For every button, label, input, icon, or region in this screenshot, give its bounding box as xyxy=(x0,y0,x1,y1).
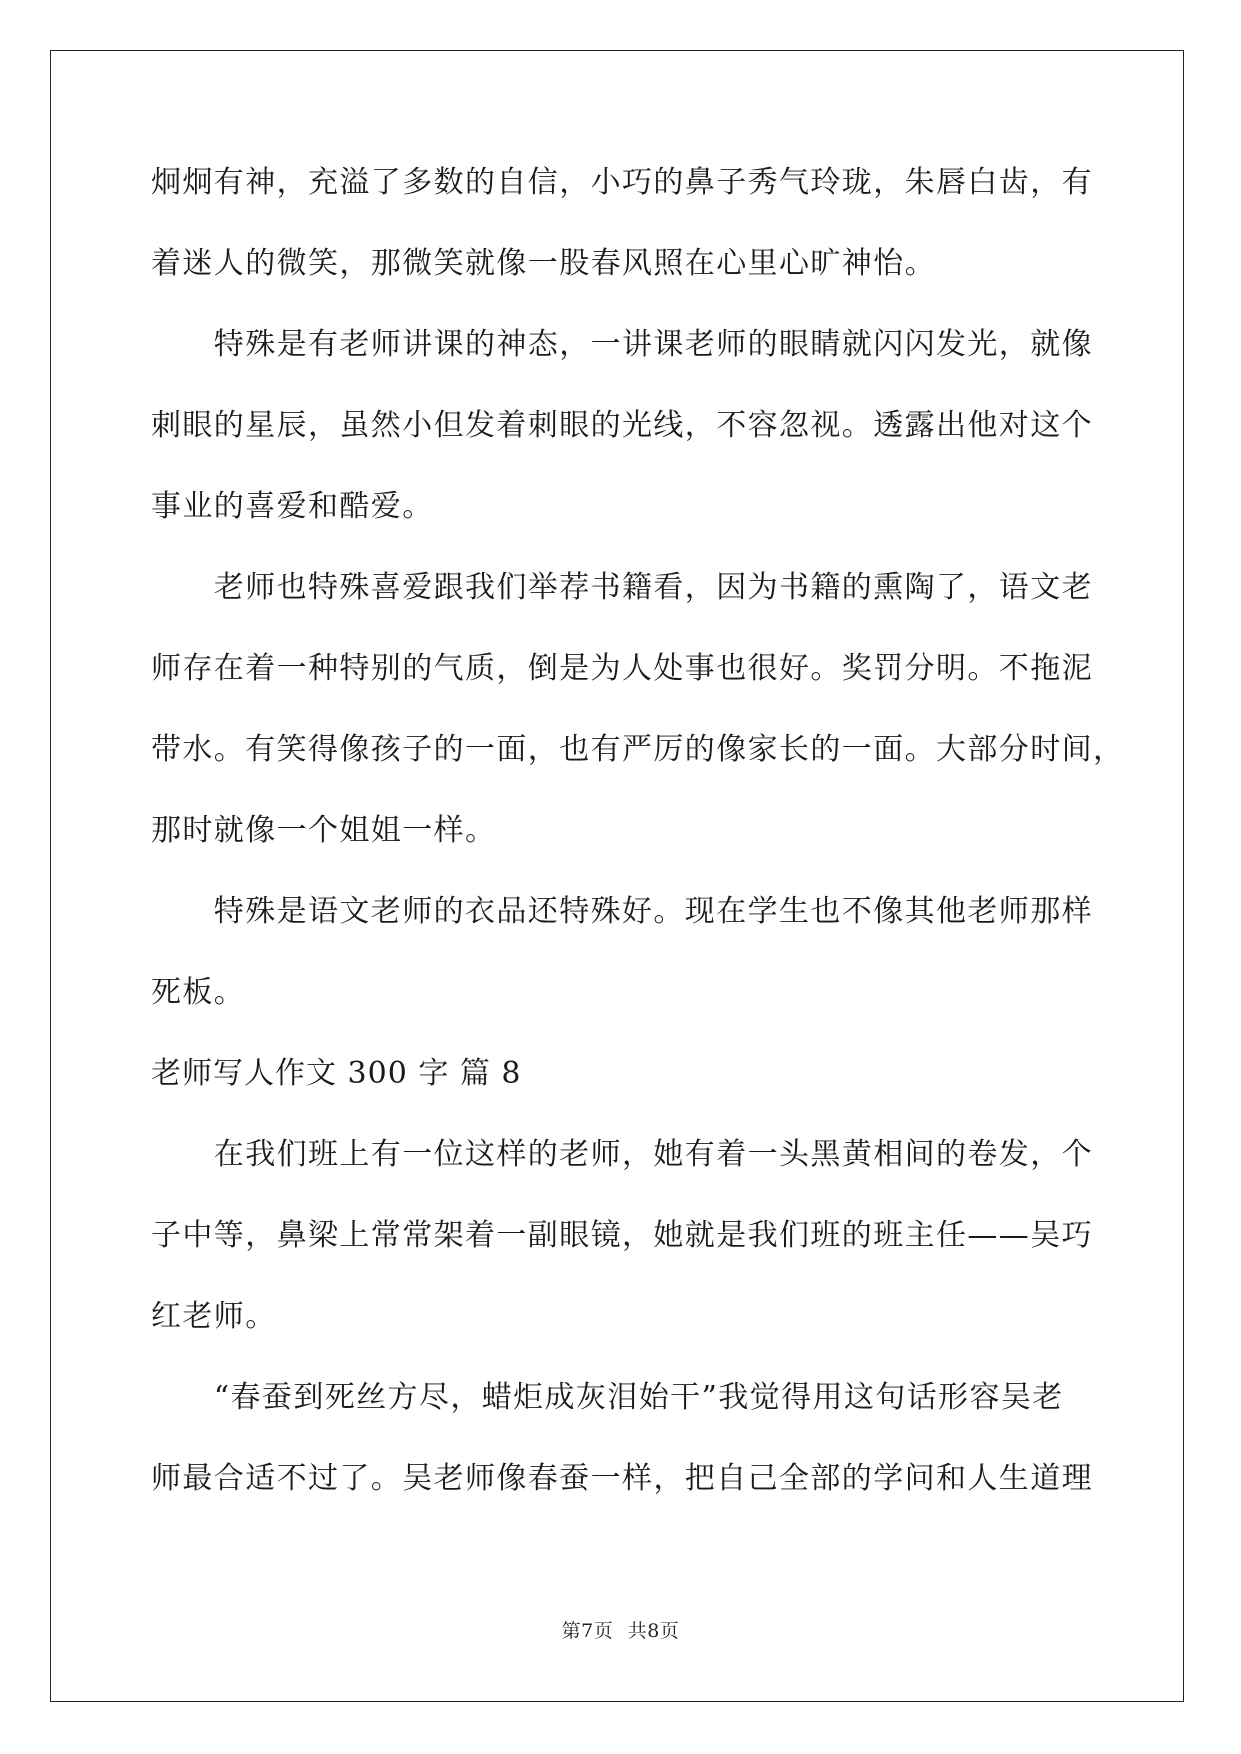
text-line: 在我们班上有一位这样的老师，她有着一头黑黄相间的卷发，个 xyxy=(151,1137,1093,1172)
text-line: 带水。有笑得像孩子的一面，也有严厉的像家长的一面。大部分时间， xyxy=(151,732,1125,767)
document-body xyxy=(151,162,1125,1539)
text-line: 事业的喜爱和酷爱。 xyxy=(151,489,434,524)
text-line: “春蚕到死丝方尽，蜡炬成灰泪始干”我觉得用这句话形容吴老 xyxy=(151,1380,1064,1415)
page-total: 共8页 xyxy=(627,1620,680,1642)
text-line: 子中等，鼻梁上常常架着一副眼镜，她就是我们班的班主任——吴巧 xyxy=(151,1218,1093,1253)
text-line: 红老师。 xyxy=(151,1299,277,1334)
text-line: 老师也特殊喜爱跟我们举荐书籍看，因为书籍的熏陶了，语文老 xyxy=(151,570,1093,605)
text-line: 炯炯有神，充溢了多数的自信，小巧的鼻子秀气玲珑，朱唇白齿，有 xyxy=(151,165,1093,200)
page-number: 第7页 xyxy=(561,1620,614,1642)
text-line: 师最合适不过了。吴老师像春蚕一样，把自己全部的学问和人生道理 xyxy=(151,1461,1093,1496)
page-footer xyxy=(0,1616,1241,1643)
text-line: 着迷人的微笑，那微笑就像一股春风照在心里心旷神怡。 xyxy=(151,246,936,281)
text-line: 那时就像一个姐姐一样。 xyxy=(151,813,497,848)
text-line: 特殊是语文老师的衣品还特殊好。现在学生也不像其他老师那样 xyxy=(151,894,1093,929)
section-heading: 老师写人作文 300 字 篇 8 xyxy=(151,1056,522,1091)
text-line: 死板。 xyxy=(151,975,246,1010)
text-line: 刺眼的星辰，虽然小但发着刺眼的光线，不容忽视。透露出他对这个 xyxy=(151,408,1093,443)
text-line: 特殊是有老师讲课的神态，一讲课老师的眼睛就闪闪发光，就像 xyxy=(151,327,1093,362)
text-line: 师存在着一种特别的气质，倒是为人处事也很好。奖罚分明。不拖泥 xyxy=(151,651,1093,686)
